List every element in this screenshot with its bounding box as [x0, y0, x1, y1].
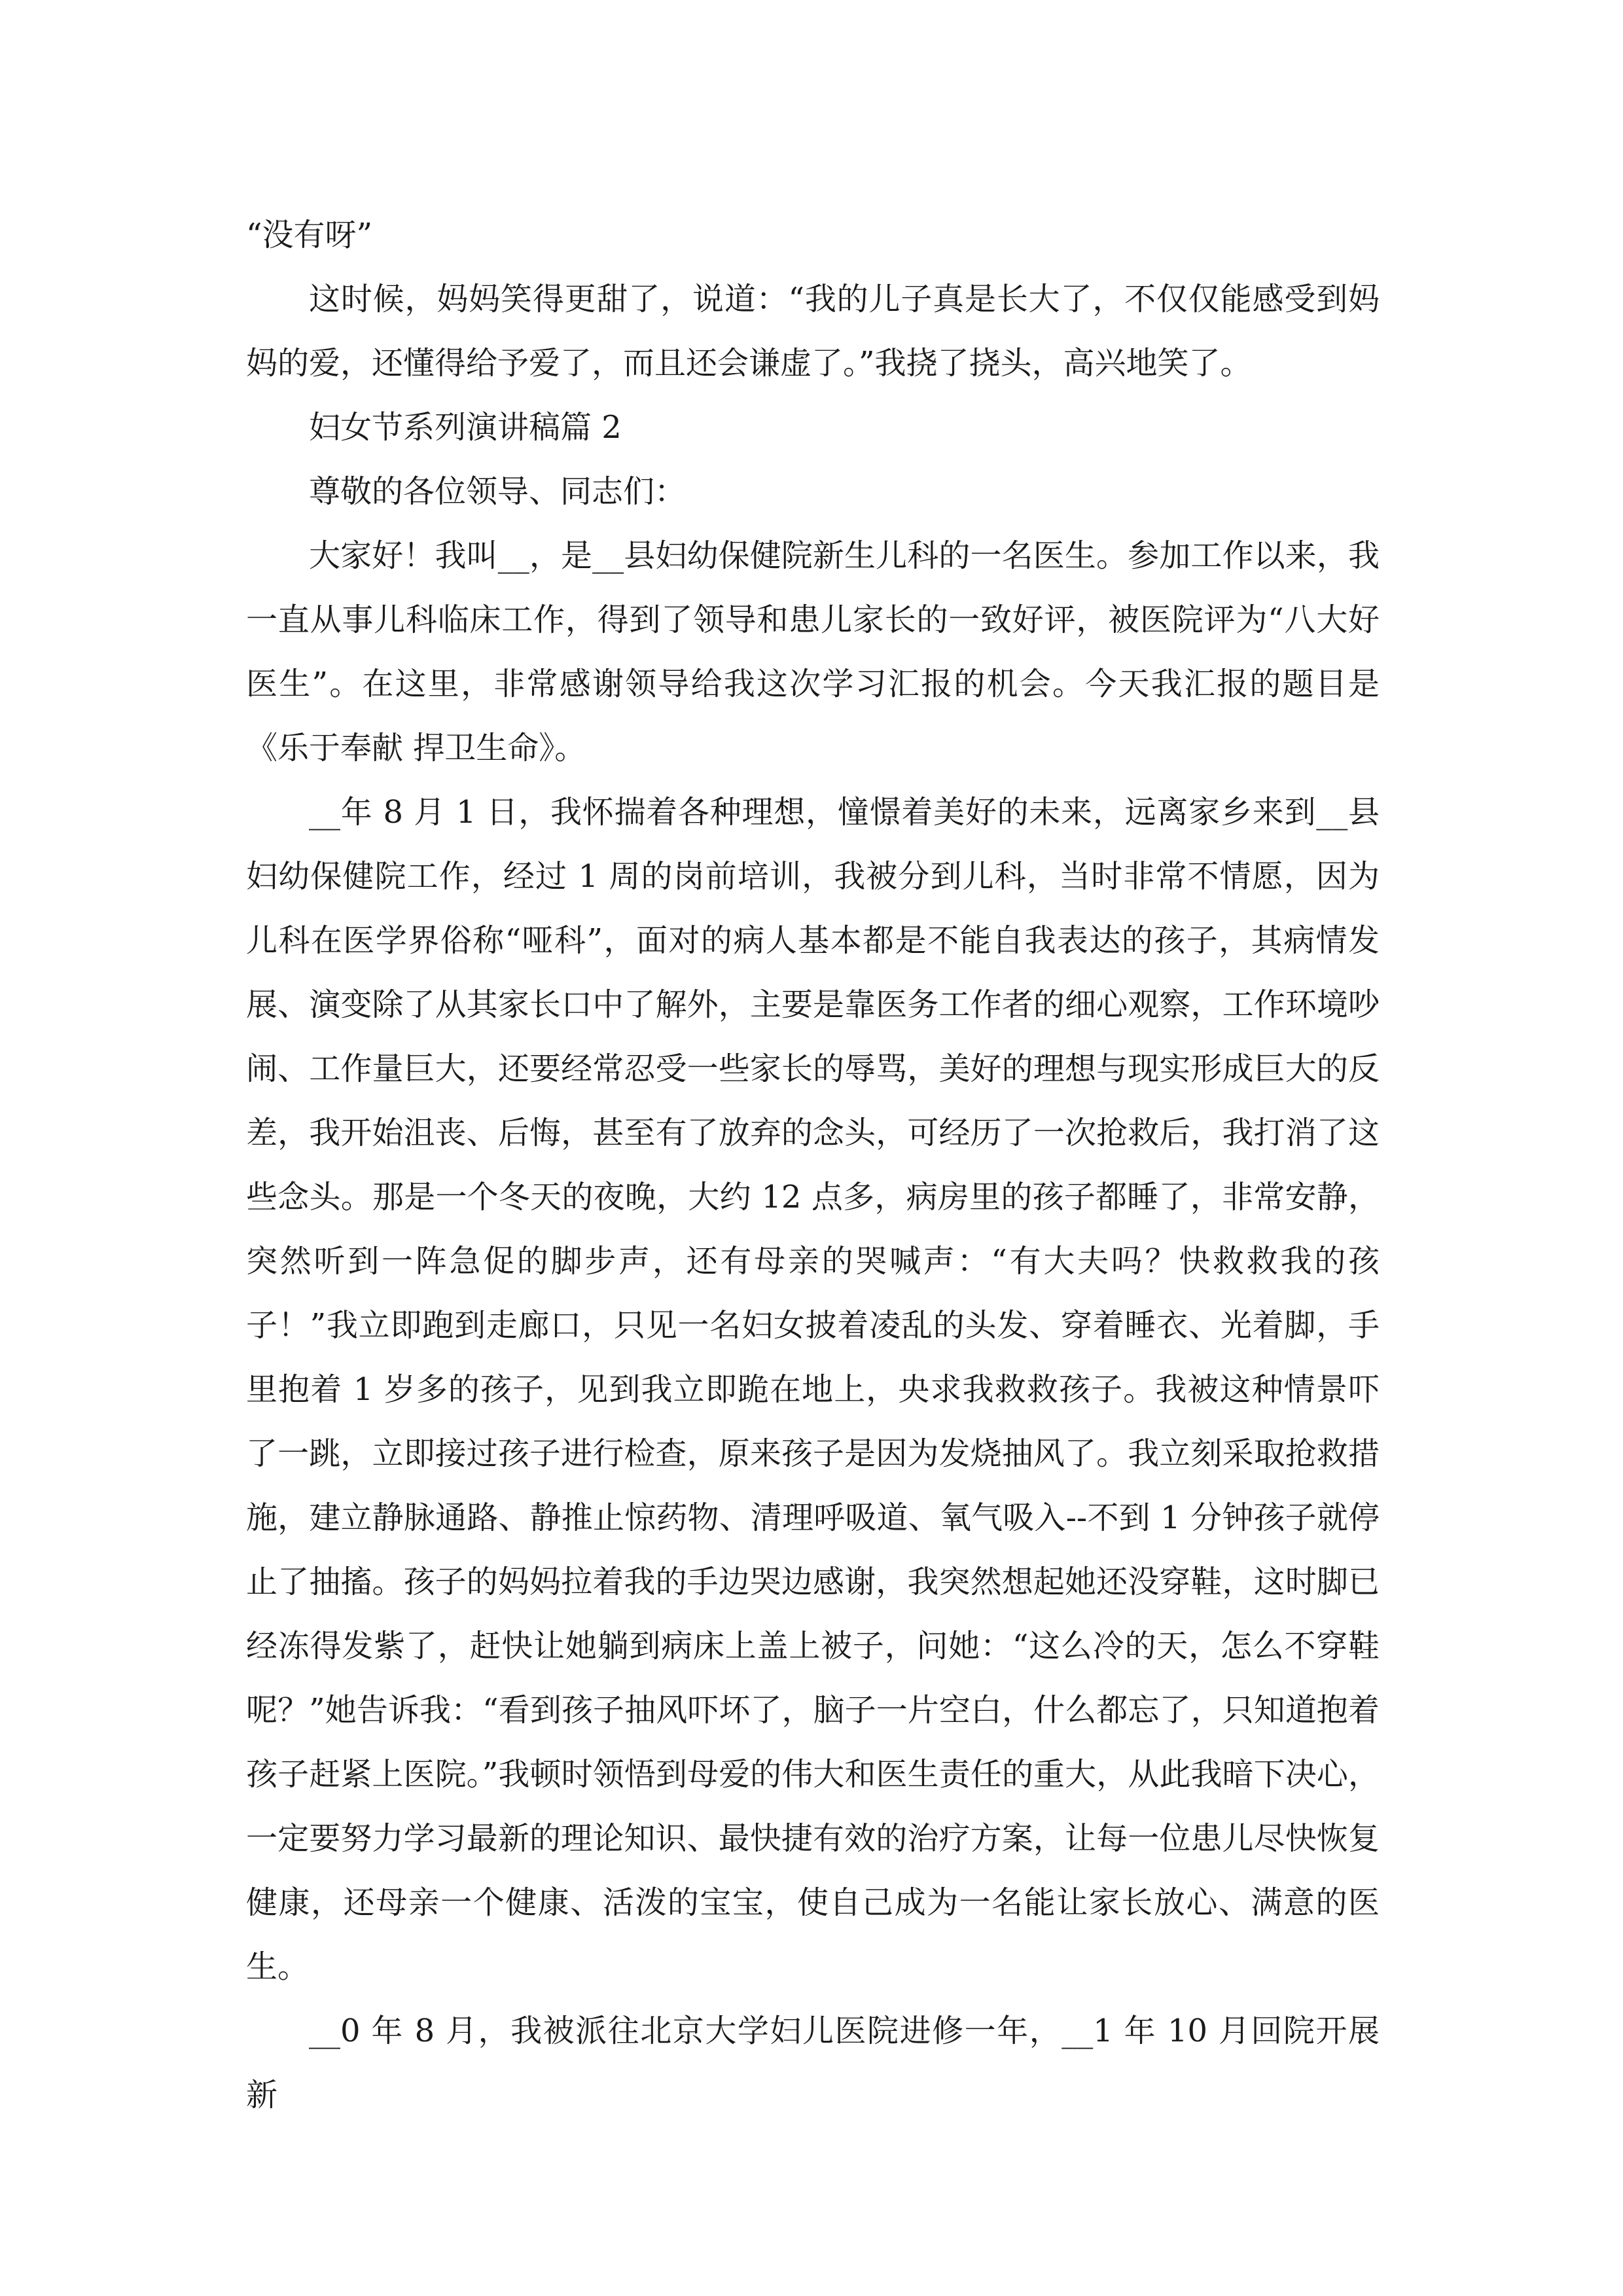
body-paragraph: __年 8 月 1 日，我怀揣着各种理想，憧憬着美好的未来，远离家乡来到__县妇幼保健院工作，经过 1 周的岗前培训，我被分到儿科，当时非常不情愿，因为儿科在医学界俗称“哑科”，面对的病人基本都是不能自我表达的孩子，其病情发展、演变除了从其家长口中了解外，主要是靠医务工作者的细心观察，工作环境吵闹、工作量巨大，还要经常忍受一些家长的辱骂，美好的理想与现实形成巨大的反差，我开始沮丧、后悔，甚至有了放弃的念头，可经历了一次抢救后，我打消了这些念头。那是一个冬天的夜晚，大约 12 点多，病房里的孩子都睡了，非常安静，突然听到一阵急促的脚步声，还有母亲的哭喊声：“有大夫吗？快救救我的孩子！”我立即跑到走廊口，只见一名妇女披着凌乱的头发、穿着睡衣、光着脚，手里抱着 1 岁多的孩子，见到我立即跪在地上，央求我救救孩子。我被这种情景吓了一跳，立即接过孩子进行检查，原来孩子是因为发烧抽风了。我立刻采取抢救措施，建立静脉通路、静推止惊药物、清理呼吸道、氧气吸入--不到 1 分钟孩子就停止了抽搐。孩子的妈妈拉着我的手边哭边感谢，我突然想起她还没穿鞋，这时脚已经冻得发紫了，赶快让她躺到病床上盖上被子，问她：“这么冷的天，怎么不穿鞋呢？”她告诉我：“看到孩子抽风吓坏了，脑子一片空白，什么都忘了，只知道抱着孩子赶紧上医院。”我顿时领悟到母爱的伟大和医生责任的重大，从此我暗下决心，一定要努力学习最新的理论知识、最快捷有效的治疗方案，让每一位患儿尽快恢复健康，还母亲一个健康、活泼的宝宝，使自己成为一名能让家长放心、满意的医生。 [246, 794, 1380, 1985]
salutation: 尊敬的各位领导、同志们： [309, 473, 687, 510]
body-paragraph: __0 年 8 月，我被派往北京大学妇儿医院进修一年，__1 年 10 月回院开展新 [246, 2013, 1380, 2113]
body-paragraph: 这时候，妈妈笑得更甜了，说道：“我的儿子真是长大了，不仅仅能感受到妈妈的爱，还懂得给予爱了，而且还会谦虚了。”我挠了挠头，高兴地笑了。 [246, 281, 1380, 382]
document-body [246, 203, 1380, 2127]
body-paragraph: 大家好！我叫__，是__县妇幼保健院新生儿科的一名医生。参加工作以来，我一直从事儿科临床工作，得到了领导和患儿家长的一致好评，被医院评为“八大好医生”。在这里，非常感谢领导给我这次学习汇报的机会。今天我汇报的题目是《乐于奉献 捍卫生命》。 [246, 537, 1380, 766]
dialogue-line: “没有呀” [246, 217, 373, 253]
section-heading: 妇女节系列演讲稿篇 2 [309, 409, 622, 446]
